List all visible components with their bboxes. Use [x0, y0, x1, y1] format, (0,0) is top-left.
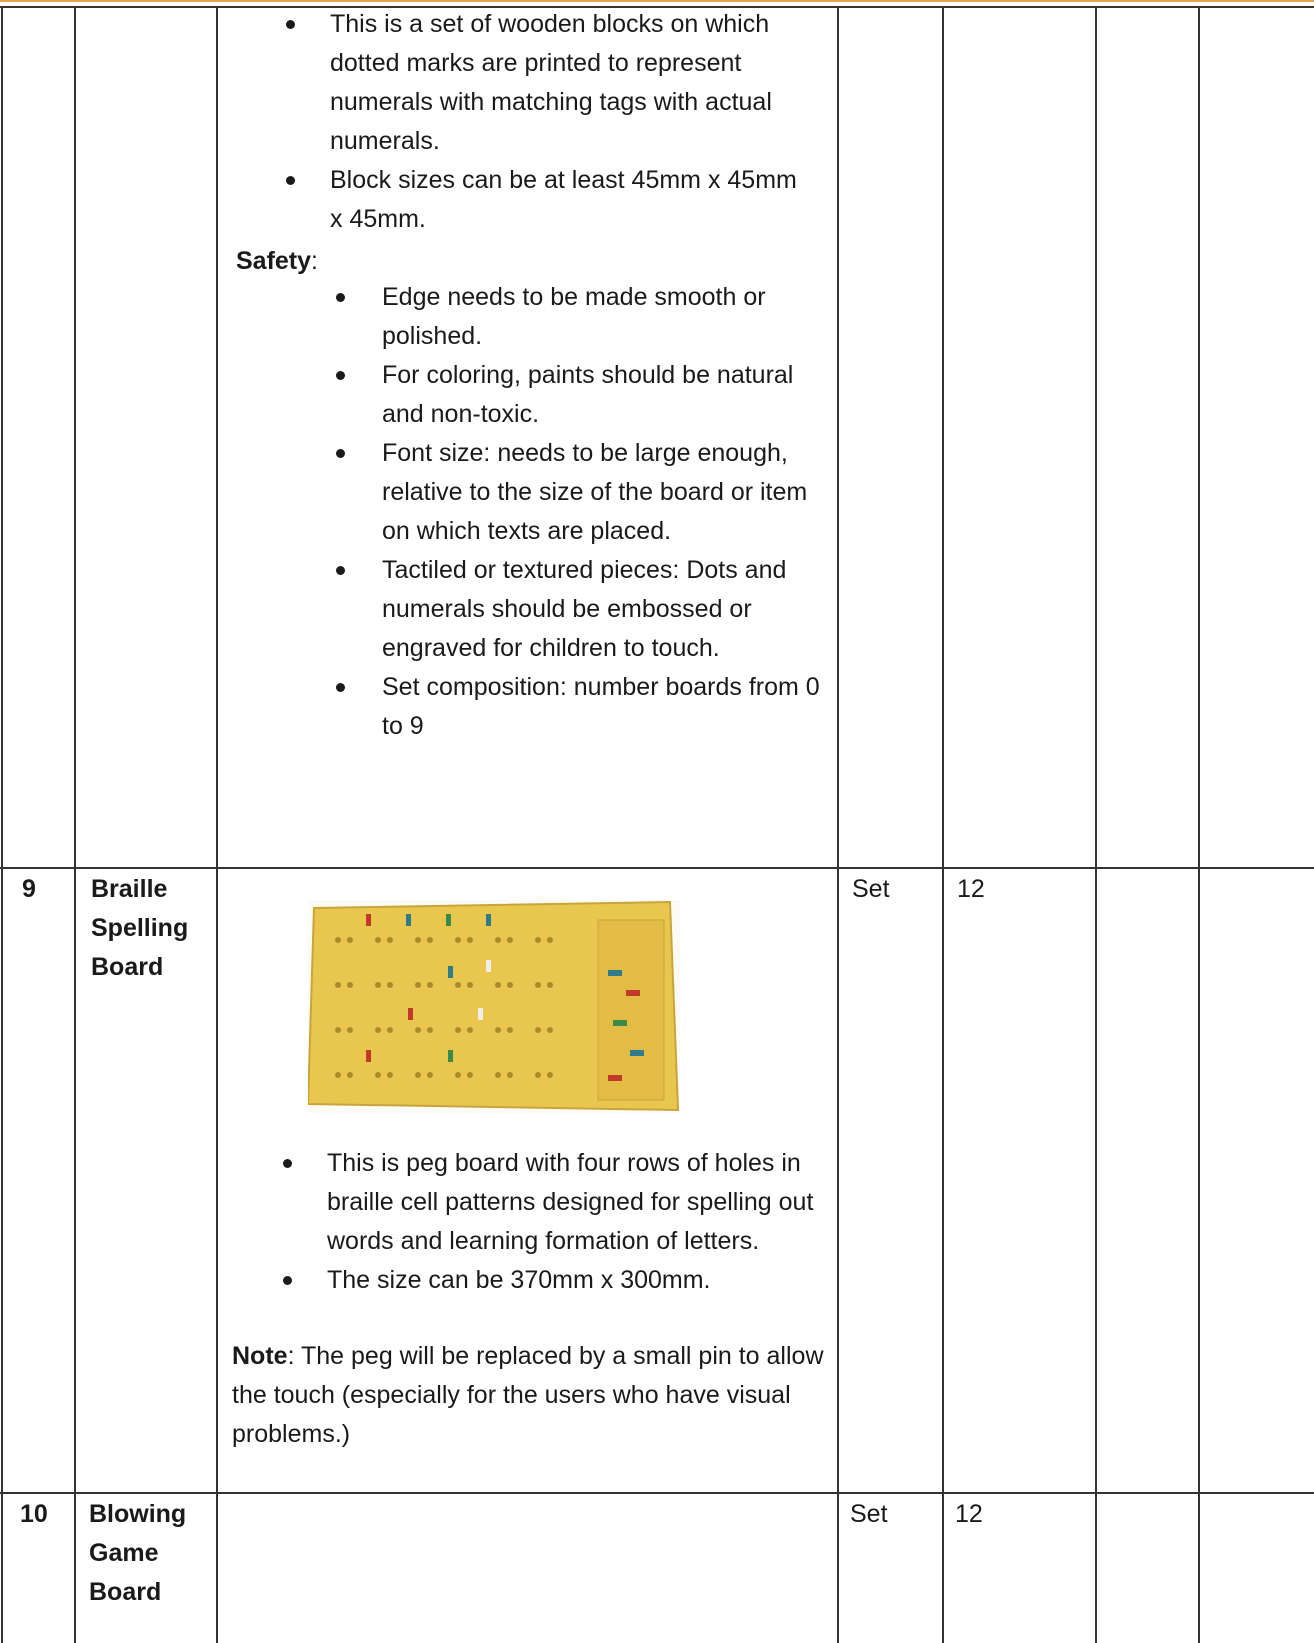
row9-desc-item: The size can be 370mm x 300mm.	[327, 1261, 837, 1300]
row9-note	[232, 1337, 832, 1454]
col-border-7	[1198, 6, 1200, 1643]
note-label: Note	[232, 1342, 288, 1370]
col-border-2	[74, 6, 76, 1643]
col-border-1	[1, 6, 3, 1643]
row9-number: 9	[22, 875, 36, 903]
row9-unit: Set	[852, 875, 890, 903]
note-text: : The peg will be replaced by a small pin to allow the touch (especially for the users who have visual problems.)	[232, 1342, 824, 1448]
braille-peg-board-image	[308, 900, 680, 1113]
safety-item: For coloring, paints should be natural and non-toxic.	[382, 356, 832, 434]
row9-description-list	[327, 1144, 837, 1300]
row10-number: 10	[20, 1500, 48, 1528]
page-top-accent	[0, 0, 1314, 2]
row8-description-list	[330, 5, 800, 239]
row8-safety-heading	[236, 242, 318, 281]
row10-unit: Set	[850, 1500, 888, 1528]
safety-colon: :	[311, 247, 318, 275]
row-border-8-9	[0, 867, 1314, 869]
safety-item: Set composition: number boards from 0 to 9	[382, 668, 832, 746]
row9-quantity: 12	[957, 875, 985, 903]
row-border-9-10	[0, 1492, 1314, 1494]
safety-item: Tactiled or textured pieces: Dots and numerals should be embossed or engraved for children to touch.	[382, 551, 832, 668]
row8-desc-item: This is a set of wooden blocks on which dotted marks are printed to represent numerals with matching tags with actual numerals.	[330, 5, 800, 161]
row8-desc-item: Block sizes can be at least 45mm x 45mm x 45mm.	[330, 161, 800, 239]
col-border-6	[1095, 6, 1097, 1643]
safety-label: Safety	[236, 247, 312, 275]
row9-item-name: Braille Spelling Board	[91, 875, 189, 981]
col-border-3	[216, 6, 218, 1643]
row9-desc-item: This is peg board with four rows of holes in braille cell patterns designed for spelling out words and learning formation of letters.	[327, 1144, 837, 1261]
row10-quantity: 12	[955, 1500, 983, 1528]
row8-safety-list	[382, 278, 832, 746]
col-border-4	[837, 6, 839, 1643]
safety-item: Edge needs to be made smooth or polished.	[382, 278, 832, 356]
col-border-5	[942, 6, 944, 1643]
row10-item-name: Blowing Game Board	[89, 1500, 187, 1606]
safety-item: Font size: needs to be large enough, relative to the size of the board or item on which texts are placed.	[382, 434, 832, 551]
